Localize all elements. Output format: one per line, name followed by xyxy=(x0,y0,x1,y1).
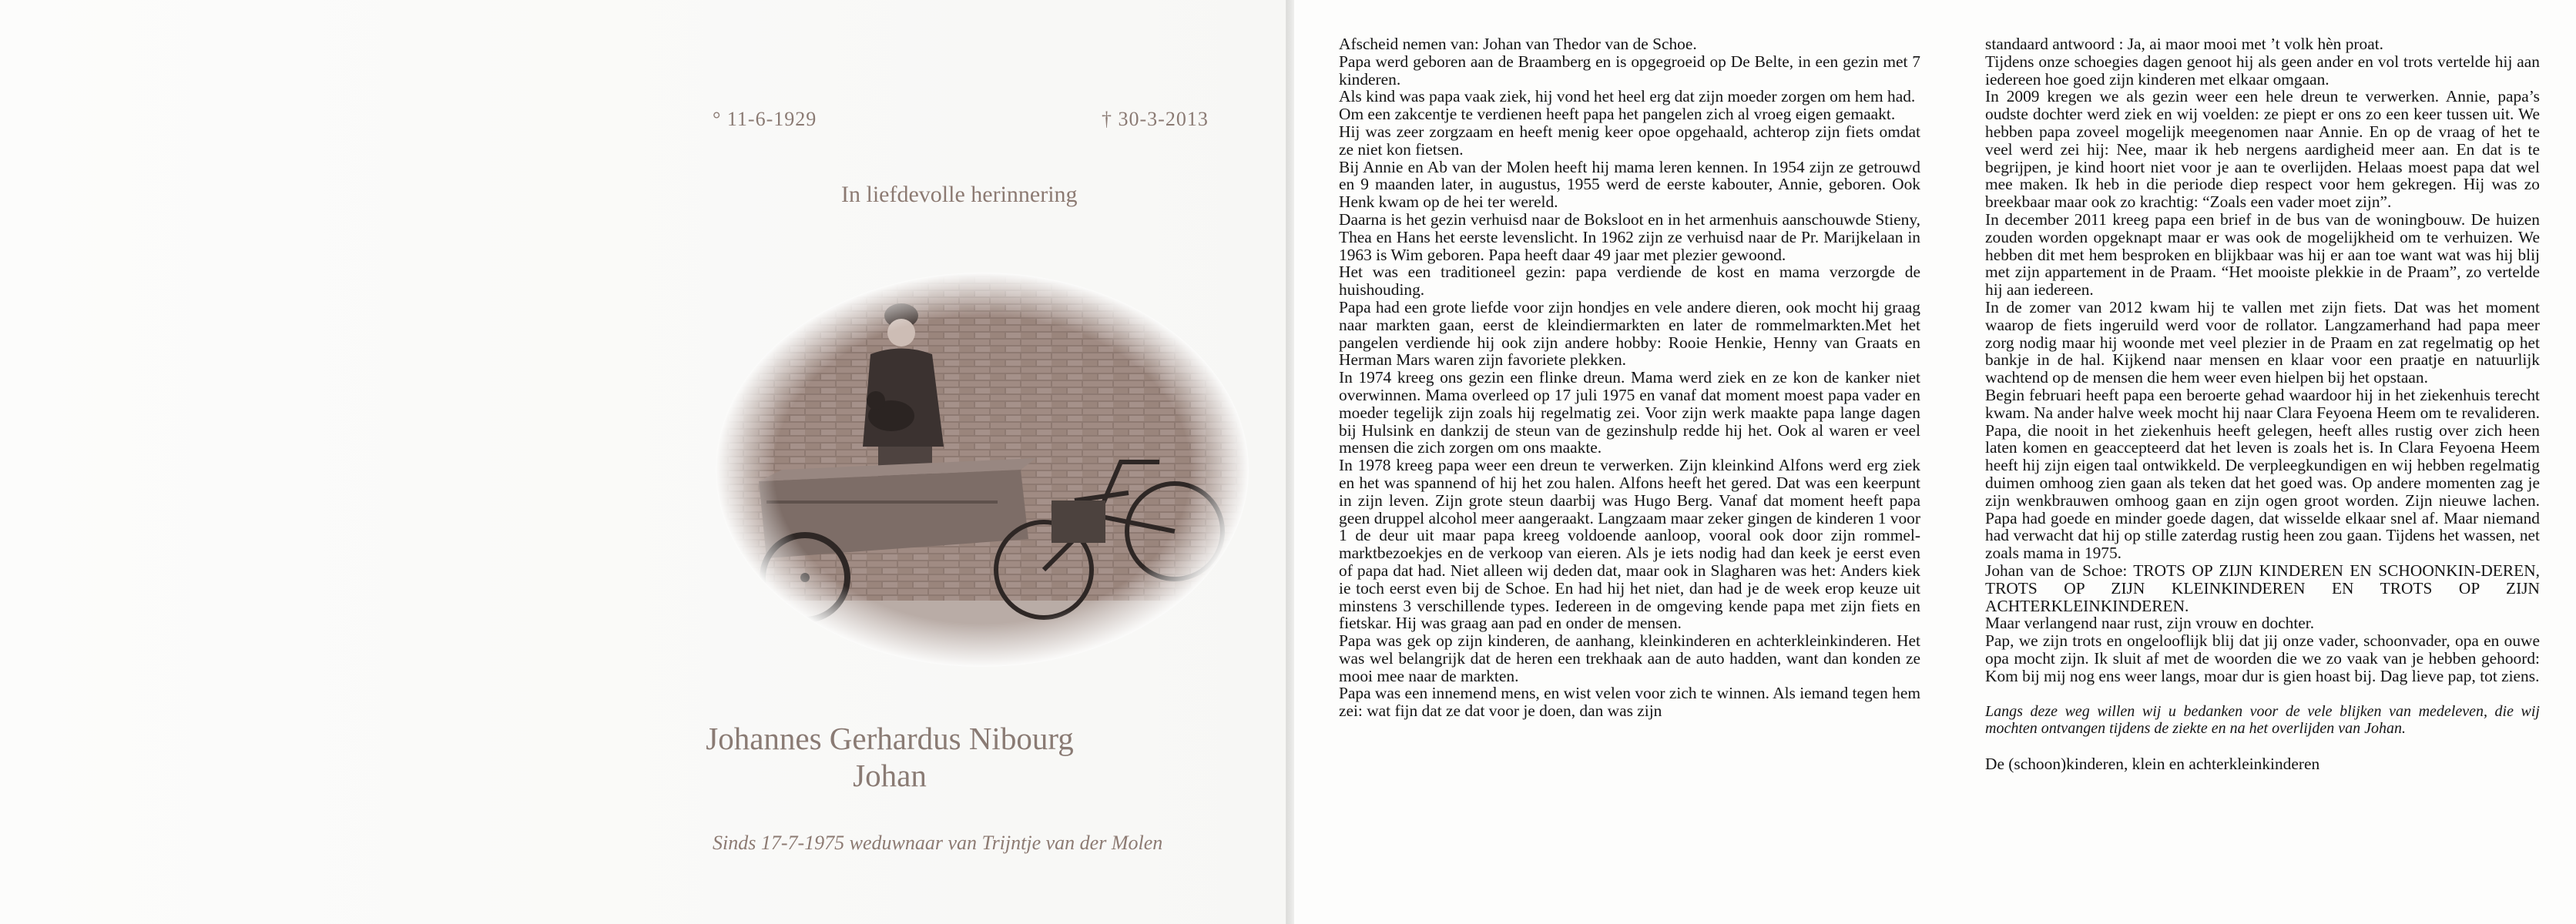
paragraph: In december 2011 kreeg papa een brief in de bus van de woningbouw. De huizen zouden worden opgeknapt maar er was ook de mogelijkheid om te verhuizen. We hebben dit met hem besproken en blijkbaar was hij er aan toe want wat was hij blij met zijn appartement in de Praam. “Het mooiste plekkie in de Praam”, zo vertelde hij aan iedereen. xyxy=(1985,209,2540,300)
paragraph: Afscheid nemen van: Johan van Thedor van de Schoe. xyxy=(1339,35,1697,53)
life-story-left-column xyxy=(1339,35,1920,720)
paragraph: Het was een traditioneel gezin: papa verdiende de kost en mama verzorgde de huishouding. xyxy=(1339,263,1920,300)
memorial-heading: In liefdevolle herinnering xyxy=(841,182,1078,207)
life-story-right-column xyxy=(1985,35,2540,773)
right-column-body xyxy=(1985,35,2540,685)
portrait-photo xyxy=(713,270,1252,670)
card-fold xyxy=(1286,0,1294,924)
paragraph: Papa had een grote liefde voor zijn hondjes en vele andere dieren, ook mocht hij graag naar markten gaan, eerst de kleindiermarkten en later de rommelmarkten.Met het pangelen verdiende hij ook zijn andere hobby: Rooie Henkie, Henny van Graats en Herman Mars waren zijn favoriete plekken. xyxy=(1339,297,1920,370)
paragraph: Papa was een innemend mens, en wist velen voor zich te winnen. Als iemand tegen hem zei: wat fijn dat ze dat voor je doen, dan was zijn xyxy=(1339,684,1921,721)
paragraph: Pap, we zijn trots en ongelooflijk blij dat jij onze vader, schoonvader, opa en ouwe opa mocht zijn. Ik sluit af met de woorden die we zo vaak van je hebben gehoord: Kom bij mij nog ens weer langs, moar dur is gien hoast bij. Dag lieve pap, tot ziens. xyxy=(1985,631,2540,685)
paragraph: Om een zakcentje te verdienen heeft papa het pangelen zich al vroeg eigen gemaakt. xyxy=(1339,105,1896,124)
card-front xyxy=(0,0,1286,924)
paragraph: Papa was gek op zijn kinderen, de aanhang, kleinkinderen en achterkleinkinderen. Het was wel belangrijk dat de heren een trekhaak aan de auto hadden, want dan konden ze mooi mee naar de markten. xyxy=(1339,631,1920,685)
paragraph: Johan van de Schoe: TROTS OP ZIJN KINDEREN EN SCHOONKIN-DEREN, TROTS OP ZIJN KLEINKINDEREN EN TROTS OP ZIJN ACHTERKLEINKINDEREN. xyxy=(1985,561,2540,615)
paragraph: In 1974 kreeg ons gezin een flinke dreun. Mama werd ziek en ze kon de kanker niet overwinnen. Mama overleed op 17 juli 1975 en vanaf dat moment moest papa vader en moeder tegelijk zijn zoals hij regelmatig zei. Voor zijn werk maakte papa lange dagen bij Hulsink en dankzij de steun van de gezinshulp redde hij het. Ook al waren er veel mensen die zich zorgen om ons maakte. xyxy=(1339,368,1920,457)
paragraph: standaard antwoord : Ja, ai maor mooi met ’t volk hèn proat. xyxy=(1985,35,2384,53)
paragraph: Bij Annie en Ab van der Molen heeft hij mama leren kennen. In 1954 zijn ze getrouwd en 9 maanden later, in augustus, 1955 werd de eerste kabouter, Annie, geboren. Ook Henk kwam op de hei ter wereld. xyxy=(1339,157,1920,212)
paragraph: Daarna is het gezin verhuisd naar de Boksloot en in het armenhuis aanschouwde Stieny, Thea en Hans het eerste levenslicht. In 1962 zijn ze verhuisd naar de Pr. Marijkelaan in 1963 is Wim geboren. Papa heeft daar 49 jaar met plezier gewoond. xyxy=(1339,209,1920,264)
paragraph: Begin februari heeft papa een beroerte gehad waardoor hij in het ziekenhuis terecht kwam. Na ander halve week mocht hij naar Clara Feyoena Heem om te revalideren. Papa, die nooit in het ziekenhuis heeft gelegen, heeft alles rustig over zich heen laten komen en geaccepteerd dat het leven is zoals het is. In Clara Feyoena Heem heeft hij zijn eigen taal ontwikkeld. De verpleegkundigen en wij hebben regelmatig duimen omhoog zien gaan als teken dat het goed was. Op andere momenten zag je zijn wenkbrauwen omhoog gaan en zijn ogen groot worden. Zijn nieuwe lachen. Papa had goede en minder goede dagen, dat wisselde elkaar snel af. Maar niemand had verwacht dat hij op stille zaterdag rustig heen zou gaan. Tijdens het wassen, net zoals mama in 1975. xyxy=(1985,385,2540,563)
widow-line: Sinds 17-7-1975 weduwnaar van Trijntje van der Molen xyxy=(713,832,1163,854)
signature: De (schoon)kinderen, klein en achterkleinkinderen xyxy=(1985,755,2320,774)
thanks-note: Langs deze weg willen wij u bedanken voor de vele blijken van medeleven, die wij mochten ontvangen tijdens de ziekte en na het overlijden van Johan. xyxy=(1985,703,2540,738)
paragraph: In 2009 kregen we als gezin weer een hele dreun te verwerken. Annie, papa’s oudste dochter werd ziek en wij voelden: ze piept er ons zo een keer tussen uit. We hebben papa zoveel mogelijk meegenomen naar Annie. En op de vraag of het te veel werd zei hij: Nee, maar ik heb nergens aardigheid meer aan. En dat is te begrijpen, je kind hoort niet voor je aan te overlijden. Helaas moest papa dat wel mee maken. Ik heb in die periode diep respect voor hem gekregen. Hij was zo breekbaar maar ook zo krachtig: “Zoals een vader moet zijn”. xyxy=(1985,87,2540,212)
paragraph: Papa werd geboren aan de Braamberg en is opgegroeid op De Belte, in een gezin met 7 kinderen. xyxy=(1339,52,1920,89)
paragraph: In 1978 kreeg papa weer een dreun te verwerken. Zijn kleinkind Alfons werd erg ziek en het was spannend of hij het zou halen. Alfons heeft het gered. Dat was een keerpunt in zijn leven. Zijn grote steun daarbij was Hugo Berg. Vanaf dat moment heeft papa geen druppel alcohol meer aangeraakt. Langzaam maar zeker gingen de kinderen 1 voor 1 de deur uit maar papa kreeg voldoende aanloop, vooral ook door zijn rommel-marktbezoekjes en de verkoop van eieren. Als je iets nodig had dan keek je eerst even of papa dat had. Niet alleen wij deden dat, maar ook in Slagharen was het: Anders kiek ie toch eerst even bij de Schoe. En had hij het niet, dan had je de week erop keuze uit minstens 3 verschillende types. Iedereen in de omgeving kende papa met zijn fiets en fietskar. Hij was graag aan pad en onder de mensen. xyxy=(1339,456,1920,633)
paragraph: Hij was zeer zorgzaam en heeft menig keer opoe opgehaald, achterop zijn fiets omdat ze niet kon fietsen. xyxy=(1339,122,1920,159)
portrait-photo-icon xyxy=(713,270,1252,670)
paragraph: In de zomer van 2012 kwam hij te vallen met zijn fiets. Dat was het moment waarop de fiets ingeruild werd voor de rollator. Langzamerhand had papa meer zorg nodig maar hij woonde met veel plezier in de Praam en zat regelmatig op het bankje in de hal. Kijkend naar mensen en klaar voor een praatje en natuurlijk wachtend op de mensen die hem weer even hielpen bij het opstaan. xyxy=(1985,297,2540,387)
birth-date: ° 11-6-1929 xyxy=(713,108,817,130)
full-name: Johannes Gerhardus Nibourg xyxy=(706,721,1074,756)
paragraph: Maar verlangend naar rust, zijn vrouw en dochter. xyxy=(1985,614,2315,633)
deceased-name xyxy=(0,720,1286,794)
paragraph: Tijdens onze schoegies dagen genoot hij als geen ander en vol trots vertelde hij aan iedereen hoe goed zijn kinderen met elkaar omgaan. xyxy=(1985,52,2540,89)
paragraph: Als kind was papa vaak ziek, hij vond het heel erg dat zijn moeder zorgen om hem had. xyxy=(1339,87,1916,106)
death-date: † 30-3-2013 xyxy=(1102,108,1209,130)
nickname: Johan xyxy=(853,758,927,793)
